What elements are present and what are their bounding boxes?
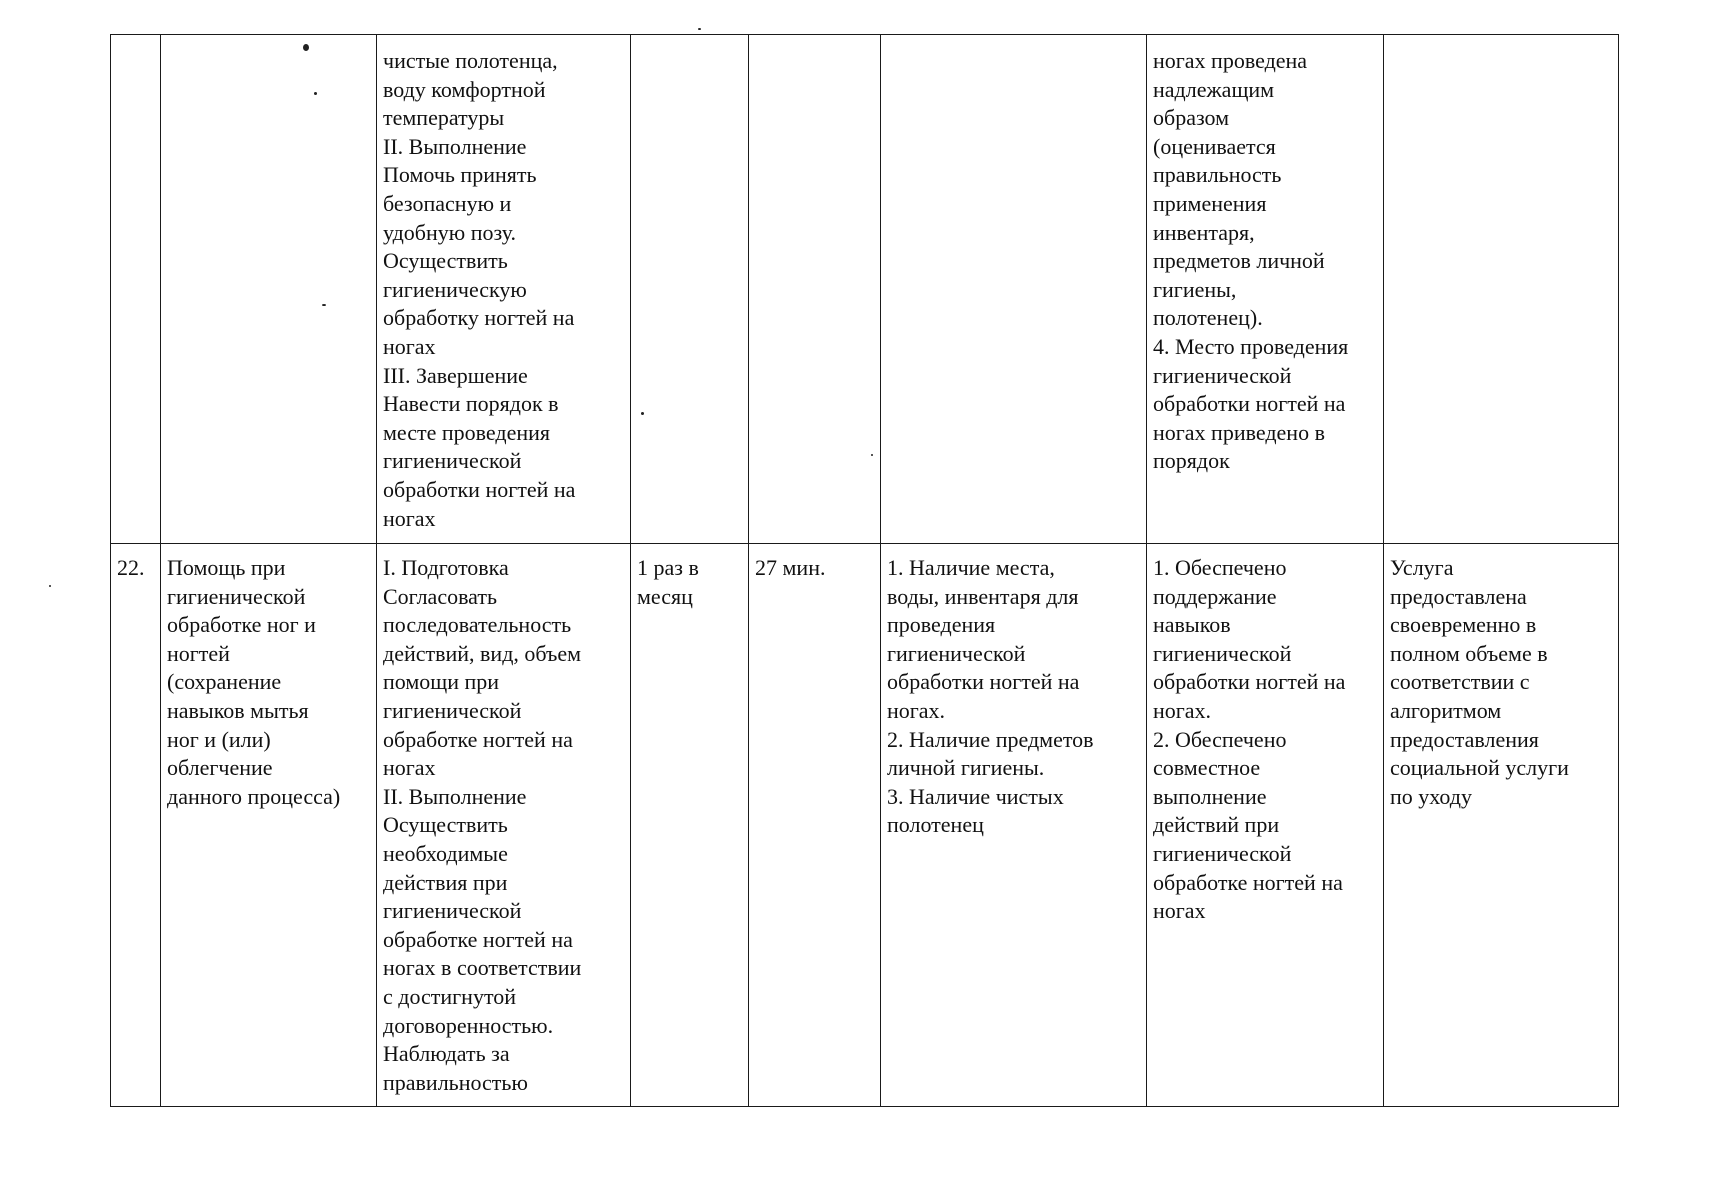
frequency-cell — [631, 35, 749, 544]
scan-speck — [322, 304, 326, 306]
algorithm-cell: чистые полотенца, воду комфортной температуры II. Выполнение Помочь принять безопасную и удобную позу. Осуществить гигиеническую обработку ногтей на ногах III. Завершение Навести порядок в месте проведения гигиенической обработки ногтей на ногах — [377, 35, 631, 544]
scan-speck — [698, 28, 701, 30]
algorithm-cell: I. Подготовка Согласовать последовательность действий, вид, объем помощи при гигиенической обработке ногтей на ногах II. Выполнение Осуществить необходимые действия при гигиенической обработке ногтей на ногах в соответствии с достигнутой договоренностью. Наблюдать за правильностью — [377, 544, 631, 1107]
scan-speck — [314, 92, 317, 95]
quality-cell — [1384, 35, 1619, 544]
service-name-cell — [161, 35, 377, 544]
conditions-cell: 1. Наличие места, воды, инвентаря для проведения гигиенической обработки ногтей на ногах. 2. Наличие предметов личной гигиены. 3. Наличие чистых полотенец — [881, 544, 1147, 1107]
scan-speck — [303, 44, 309, 51]
row-number-cell: 22. — [111, 544, 161, 1107]
services-table — [110, 34, 1619, 1107]
quality-cell: Услуга предоставлена своевременно в полном объеме в соответствии с алгоритмом предоставления социальной услуги по уходу — [1384, 544, 1619, 1107]
scan-speck — [871, 454, 873, 456]
scan-speck — [641, 412, 644, 415]
service-name-cell: Помощь при гигиенической обработке ног и ногтей (сохранение навыков мытья ног и (или) облегчение данного процесса) — [161, 544, 377, 1107]
duration-cell — [749, 35, 881, 544]
scan-speck — [49, 585, 51, 587]
table-row — [111, 544, 1619, 1107]
frequency-cell: 1 раз в месяц — [631, 544, 749, 1107]
row-number-cell — [111, 35, 161, 544]
results-cell: ногах проведена надлежащим образом (оценивается правильность применения инвентаря, предметов личной гигиены, полотенец). 4. Место проведения гигиенической обработки ногтей на ногах приведено в порядок — [1147, 35, 1384, 544]
duration-cell: 27 мин. — [749, 544, 881, 1107]
results-cell: 1. Обеспечено поддержание навыков гигиенической обработки ногтей на ногах. 2. Обеспечено совместное выполнение действий при гигиенической обработке ногтей на ногах — [1147, 544, 1384, 1107]
conditions-cell — [881, 35, 1147, 544]
table-row — [111, 35, 1619, 544]
